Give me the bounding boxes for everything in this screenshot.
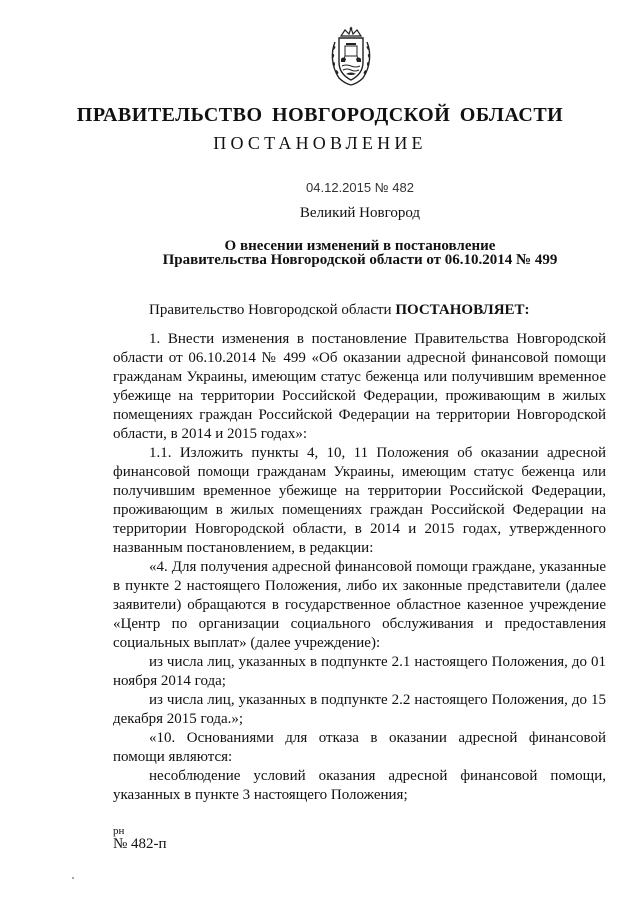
document-city: Великий Новгород (299, 205, 421, 221)
intro-paragraph (113, 301, 606, 320)
document-type: ПОСТАНОВЛЕНИЕ (213, 133, 427, 153)
footer-doc-code: № 482-п (113, 836, 167, 852)
footer-initials: рн (113, 825, 125, 837)
intro-text: Правительство Новгородской области (149, 302, 396, 318)
document-date-number: 04.12.2015 № 482 (306, 180, 414, 195)
body-paragraph-7: несоблюдение условий оказания адресной финансовой помощи, указанных в пункте 3 настоящего Положения; (113, 768, 606, 803)
body-paragraph-4: из числа лиц, указанных в подпункте 2.1 настоящего Положения, до 01 ноября 2014 года; (113, 654, 606, 689)
subject-line-2: Правительства Новгородской области от 06.10.2014 № 499 (162, 252, 558, 268)
document-body (113, 301, 606, 805)
body-paragraph-1: 1. Внести изменения в постановление Правительства Новгородской области от 06.10.2014 № 499 «Об оказании адресной финансовой помощи гражданам Украины, имеющим статус беженца или получившим временное убежище на территории Российской Федерации, проживающим в жилых помещениях граждан Российской Федерации на территории Новгородской области, в 2014 и 2015 годах»: (113, 331, 606, 442)
government-title: ПРАВИТЕЛЬСТВО НОВГОРОДСКОЙ ОБЛАСТИ (76, 104, 564, 126)
body-paragraph-5: из числа лиц, указанных в подпункте 2.2 настоящего Положения, до 15 декабря 2015 года.»; (113, 692, 606, 727)
subject-line-1: О внесении изменений в постановление (224, 238, 496, 254)
body-paragraph-6: «10. Основаниями для отказа в оказании адресной финансовой помощи являются: (113, 730, 606, 765)
body-paragraph-2: 1.1. Изложить пункты 4, 10, 11 Положения об оказании адресной финансовой помощи гражданам Украины, имеющим статус беженца или получившим временное убежище на территории Российской Федерации, проживающим в жилых помещениях граждан Российской Федерации на территории Новгородской области, в 2014 и 2015 годах, утвержденного названным постановлением, в редакции: (113, 445, 606, 556)
scan-speck (72, 877, 74, 879)
document-subject (0, 239, 640, 267)
body-paragraph-3: «4. Для получения адресной финансовой помощи граждане, указанные в пункте 2 настоящего Положения, либо их законные представители (далее заявители) обращаются в государственное областное казенное учреждение «Центр по организации социального обслуживания и предоставления социальных выплат» (далее учреждение): (113, 559, 606, 651)
coat-of-arms-icon (327, 26, 375, 88)
intro-decree-word: ПОСТАНОВЛЯЕТ: (395, 302, 530, 318)
